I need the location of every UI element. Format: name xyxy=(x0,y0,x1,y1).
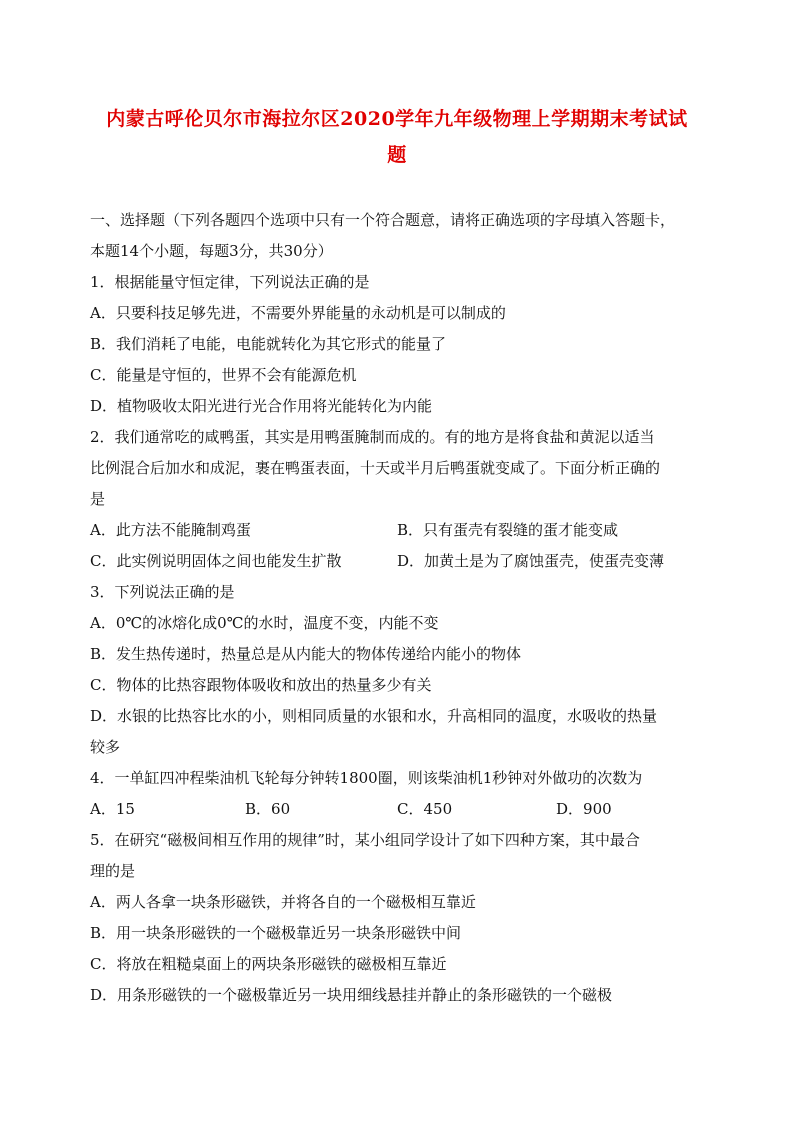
question-3-option-a: A．0℃的冰熔化成0℃的水时，温度不变，内能不变 xyxy=(90,614,439,632)
question-4-option-b: B．60 xyxy=(245,800,291,818)
question-5-stem-line-2: 理的是 xyxy=(90,862,136,880)
question-4-option-c: C．450 xyxy=(397,800,453,818)
question-5-option-a: A．两人各拿一块条形磁铁，并将各自的一个磁极相互靠近 xyxy=(90,893,476,911)
question-1-option-d: D．植物吸收太阳光进行光合作用将光能转化为内能 xyxy=(90,397,433,415)
question-3-option-c: C．物体的比热容跟物体吸收和放出的热量多少有关 xyxy=(90,676,432,694)
question-3-option-d-line-2: 较多 xyxy=(90,738,121,756)
question-2-stem-line-2: 比例混合后加水和成泥，裹在鸭蛋表面，十天或半月后鸭蛋就变咸了。下面分析正确的 xyxy=(90,459,661,477)
question-2-option-d: D．加黄土是为了腐蚀蛋壳，使蛋壳变薄 xyxy=(397,552,665,570)
question-5-option-d: D．用条形磁铁的一个磁极靠近另一块用细线悬挂并静止的条形磁铁的一个磁极 xyxy=(90,986,613,1004)
question-2-stem-line-3: 是 xyxy=(90,490,106,508)
question-3-option-d-line-1: D．水银的比热容比水的小，则相同质量的水银和水，升高相同的温度，水吸收的热量 xyxy=(90,707,658,725)
question-1-option-a: A．只要科技足够先进，不需要外界能量的永动机是可以制成的 xyxy=(90,304,506,322)
question-3-option-b: B．发生热传递时，热量总是从内能大的物体传递给内能小的物体 xyxy=(90,645,522,663)
question-5-option-b: B．用一块条形磁铁的一个磁极靠近另一块条形磁铁中间 xyxy=(90,924,462,942)
question-3-stem: 3．下列说法正确的是 xyxy=(90,583,235,601)
question-5-stem-line-1: 5．在研究“磁极间相互作用的规律”时，某小组同学设计了如下四种方案，其中最合 xyxy=(90,831,640,849)
section-heading-line-1: 一、选择题（下列各题四个选项中只有一个符合题意，请将正确选项的字母填入答题卡， xyxy=(90,211,676,229)
section-heading-line-2: 本题14个小题，每题3分，共30分） xyxy=(90,242,333,260)
question-4-stem: 4．一单缸四冲程柴油机飞轮每分钟转1800圈，则该柴油机1秒钟对外做功的次数为 xyxy=(90,769,643,787)
question-4-option-d: D．900 xyxy=(556,800,612,818)
document-title-line-1: 内蒙古呼伦贝尔市海拉尔区2020学年九年级物理上学期期末考试试 xyxy=(106,108,688,130)
question-1-option-c: C．能量是守恒的，世界不会有能源危机 xyxy=(90,366,357,384)
question-2-option-b: B．只有蛋壳有裂缝的蛋才能变咸 xyxy=(397,521,619,539)
document-title-line-2: 题 xyxy=(387,144,407,166)
question-1-stem: 1．根据能量守恒定律，下列说法正确的是 xyxy=(90,273,370,291)
question-4-option-a: A．15 xyxy=(90,800,135,818)
question-2-stem-line-1: 2．我们通常吃的咸鸭蛋，其实是用鸭蛋腌制而成的。有的地方是将食盐和黄泥以适当 xyxy=(90,428,655,446)
question-1-option-b: B．我们消耗了电能，电能就转化为其它形式的能量了 xyxy=(90,335,447,353)
question-2-option-c: C．此实例说明固体之间也能发生扩散 xyxy=(90,552,342,570)
question-5-option-c: C．将放在粗糙桌面上的两块条形磁铁的磁极相互靠近 xyxy=(90,955,447,973)
question-2-option-a: A．此方法不能腌制鸡蛋 xyxy=(90,521,251,539)
